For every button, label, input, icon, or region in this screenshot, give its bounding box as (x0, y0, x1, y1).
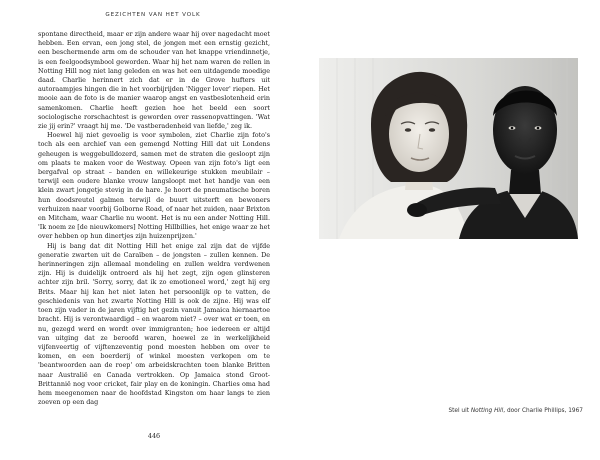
left-page (0, 0, 296, 460)
right-page (304, 0, 600, 460)
caption-title: Notting Hill (470, 408, 504, 414)
paragraph: Hij is bang dat dit Notting Hill het enige zal zijn dat de vijfde generatie zwarten uit de Caraïben – de jongsten – zullen kennen. De herinneringen zijn allemaal mondeling en zullen weldra verdwenen zijn. Hij is duidelijk ontroerd als hij het zegt, zijn ogen glinsteren achter zijn bril. 'Sorry, sorry, dat ik zo emotioneel word,' zegt hij erg Brits. Maar hij kan het niet laten het persoonlijk op te vatten, de geschiedenis van het zwarte Notting Hill is ook de zijne. Hij was elf toen zijn vader in de jaren vijftig het gezin vanuit Jamaica hiernaartoe bracht. Hij is verontwaardigd – en waarom niet? – over wat er toen, en nu, gezegd werd en wordt over immigranten; hoe iedereen er altijd van uitging dat ze beroofd waren, hoewel ze in werkelijkheid vijfenveertig of vijftenzeventig pond moesten hebben om over te komen, en een boerderij of winkel moesten verkopen om te 'beantwoorden aan de roep' om arbeidskrachten toen blanke Britten naar Australië en Canada vertrokken. Op Jamaica stond Groot-Brittannië nog voor cricket, fair play en de koningin. Charlies oma had hem meegenomen naar de hoofdstad Kingston om haar langs te zien zoeven op een dag (38, 241, 270, 407)
running-header: GEZICHTEN VAN HET VOLK (105, 12, 201, 18)
caption-suffix: , door Charlie Phillips, 1967 (503, 408, 583, 414)
paragraph: spontane directheid, maar er zijn andere waar hij over nagedacht moet hebben. Een ervan, een jong stel, de jongen met een ernstig gezicht, een beschermende arm om de schouder van het knappe vriendinnetje, is een feelgoodsymbool geworden. Waar hij het nam waren de rellen in Notting Hill nog niet lang geleden en was het een uitdagende moedige daad. Charlie herinnert zich dat er in de Grove hufters uit autoraampjes hingen die in het voorbijrijden 'Nigger lover' riepen. Het mooie aan de foto is de manier waarop angst en vastbeslotenheid erin samenkomen. Charlie heeft gezien hoe het beeld een soort sociologische rorschachtest is geworden over rassenopvattingen. 'Wat zie jij erin?' vraagt hij me. 'De vastberadenheid van liefde,' zeg ik. (38, 30, 270, 131)
photo-caption (319, 408, 583, 414)
page-number: 446 (147, 432, 161, 440)
body-text (38, 30, 270, 407)
caption-prefix: Stel uit (448, 408, 471, 414)
photograph (319, 58, 578, 239)
paragraph: Hoewel hij niet gevoelig is voor symbolen, ziet Charlie zijn foto's toch als een archief van een gemengd Notting Hill dat uit Londens geheugen is weggebulldozerd, samen met de straten die gesloopt zijn om plaats te maken voor de Westway. Opeen van zijn foto's ligt een bergafval op straat – banden en willekeurige stukken meubilair – terwijl een oudere blanke vrouw langsloopt met het handje van een klein zwart jongetje stevig in de hare. Je hoort de pneumatische boren hun doodsreutel galmen terwijl de buurt uitsterft en bewoners verhuizen naar voorbij Golborne Road, of naar het zuiden, naar Brixton en Mitcham, waar Charlie nu woont. Het is nu een ander Notting Hill. 'Ik noem ze [de nieuwkomers] Notting Hillbillies, het enige waar ze het over hebben op hun dinertjes zijn huizenprijzen.' (38, 131, 270, 241)
